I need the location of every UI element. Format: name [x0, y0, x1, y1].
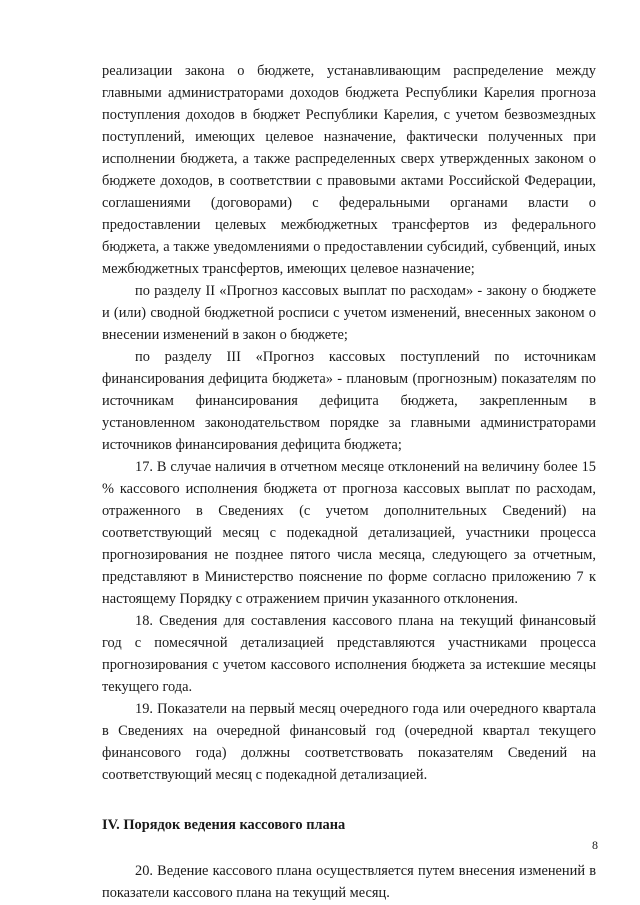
section-heading: IV. Порядок ведения кассового плана: [102, 817, 346, 833]
paragraph-19: 19. Показатели на первый месяц очередного года или очередного квартала в Сведениях на очередной финансовый год (очередной квартал текущего финансового года) должны соответствовать показателям Сведений на соответствующий месяц с подекадной детализацией.: [102, 701, 596, 783]
page-number: 8: [592, 838, 598, 852]
paragraph-section-ii: по разделу II «Прогноз кассовых выплат по расходам» - закону о бюджете и (или) сводной бюджетной росписи с учетом изменений, внесенных законом о внесении изменений в закон о бюджете;: [102, 283, 596, 343]
paragraph-20: 20. Ведение кассового плана осуществляется путем внесения изменений в показатели кассового плана на текущий месяц.: [102, 863, 596, 901]
paragraph-18: 18. Сведения для составления кассового плана на текущий финансовый год с помесячной детализацией представляются участниками процесса прогнозирования с учетом кассового исполнения бюджета за истекшие месяцы текущего года.: [102, 613, 596, 695]
paragraph-section-iii: по разделу III «Прогноз кассовых поступлений по источникам финансирования дефицита бюджета» - плановым (прогнозным) показателям по источникам финансирования дефицита бюджета, закрепленным в установленном законодательством порядке за главными администраторами источников финансирования дефицита бюджета;: [102, 349, 596, 453]
document-body: [102, 60, 596, 904]
paragraph-17: 17. В случае наличия в отчетном месяце отклонений на величину более 15 % кассового исполнения бюджета от прогноза кассовых выплат по расходам, отраженного в Сведениях (с учетом дополнительных Сведений) на соответствующий месяц с подекадной детализацией, участники процесса прогнозирования не позднее пятого числа месяца, следующего за отчетным, представляют в Министерство пояснение по форме согласно приложению 7 к настоящему Порядку с отражением причин указанного отклонения.: [102, 459, 596, 607]
paragraph-revenue-forecast: реализации закона о бюджете, устанавливающим распределение между главными администраторами доходов бюджета Республики Карелия прогноза поступления доходов в бюджет Республики Карелия, с учетом безвозмездных поступлений, имеющих целевое назначение, фактически полученных при исполнении бюджета, а также распределенных сверх утвержденных законом о бюджете доходов, в соответствии с правовыми актами Российской Федерации, соглашениями (договорами) с федеральными органами власти о предоставлении целевых межбюджетных трансфертов из федерального бюджета, а также уведомлениями о предоставлении субсидий, субвенций, иных межбюджетных трансфертов, имеющих целевое назначение;: [102, 63, 596, 277]
